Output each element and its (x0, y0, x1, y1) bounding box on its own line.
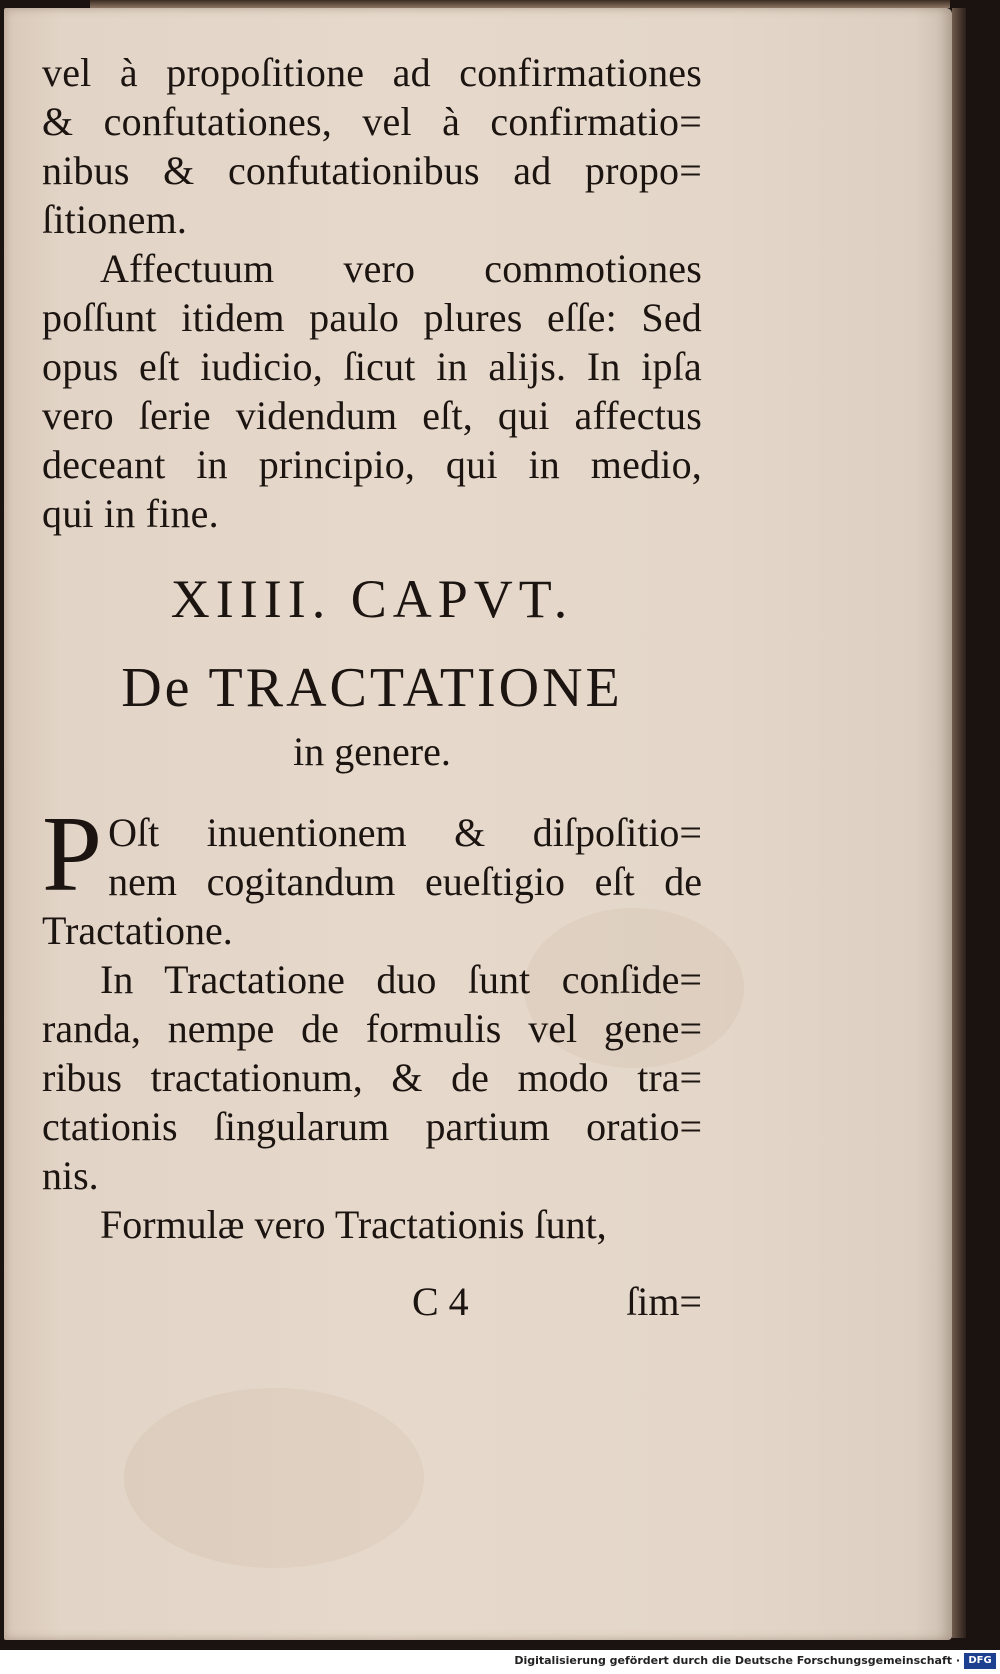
text-line: Tractatione. (42, 908, 233, 953)
text-line: nibus & confutationibus ad propo= (42, 148, 702, 193)
paragraph-1-2 (42, 48, 702, 538)
paragraph-3-5 (42, 795, 702, 1249)
text-line: opus eſt iudicio, ſicut in alijs. In ipſa (42, 344, 702, 389)
funding-credit: Digitalisierung gefördert durch die Deutsche Forschungsgemeinschaft · (514, 1654, 960, 1667)
drop-cap: P (42, 795, 103, 914)
page-right-edge (952, 8, 966, 1638)
book-page (4, 8, 952, 1640)
credit-bar (0, 1650, 1000, 1674)
page-footer-line (42, 1278, 702, 1330)
text-line: ribus tractationum, & de modo tra= (42, 1055, 702, 1100)
text-line: In Tractatione duo ſunt conſide= (100, 957, 702, 1002)
text-line: vel à propoſitione ad confirmationes (42, 50, 702, 95)
text-line: nis. (42, 1153, 99, 1198)
text-line: nem cogitandum eueſtigio eſt de (108, 859, 702, 904)
chapter-title: De TRACTATIONE (121, 657, 623, 719)
text-line: qui in fine. (42, 491, 219, 536)
text-line: ctationis ſingularum partium oratio= (42, 1104, 702, 1149)
signature-mark: C 4 (412, 1279, 469, 1324)
text-line: Affectuum vero commotiones (100, 246, 702, 291)
text-line: ſitionem. (42, 197, 188, 242)
page-top-edge (90, 0, 950, 8)
text-line: vero ſerie videndum eſt, qui affectus (42, 393, 702, 438)
paper-stain (124, 1388, 424, 1568)
text-line: & confutationes, vel à confirmatio= (42, 99, 702, 144)
text-line: Oſt inuentionem & diſpoſitio= (108, 810, 702, 855)
text-line: poſſunt itidem paulo plures eſſe: Sed (42, 295, 702, 340)
catchword: ſim= (626, 1279, 702, 1324)
chapter-subtitle: in genere. (293, 729, 451, 774)
dfg-logo: DFG (964, 1653, 996, 1669)
text-line: randa, nempe de formulis vel gene= (42, 1006, 702, 1051)
text-line: Formulæ vero Tractationis ſunt, (100, 1202, 607, 1247)
chapter-heading: XIIII. CAPVT. (170, 569, 574, 629)
text-line: deceant in principio, qui in medio, (42, 442, 702, 487)
